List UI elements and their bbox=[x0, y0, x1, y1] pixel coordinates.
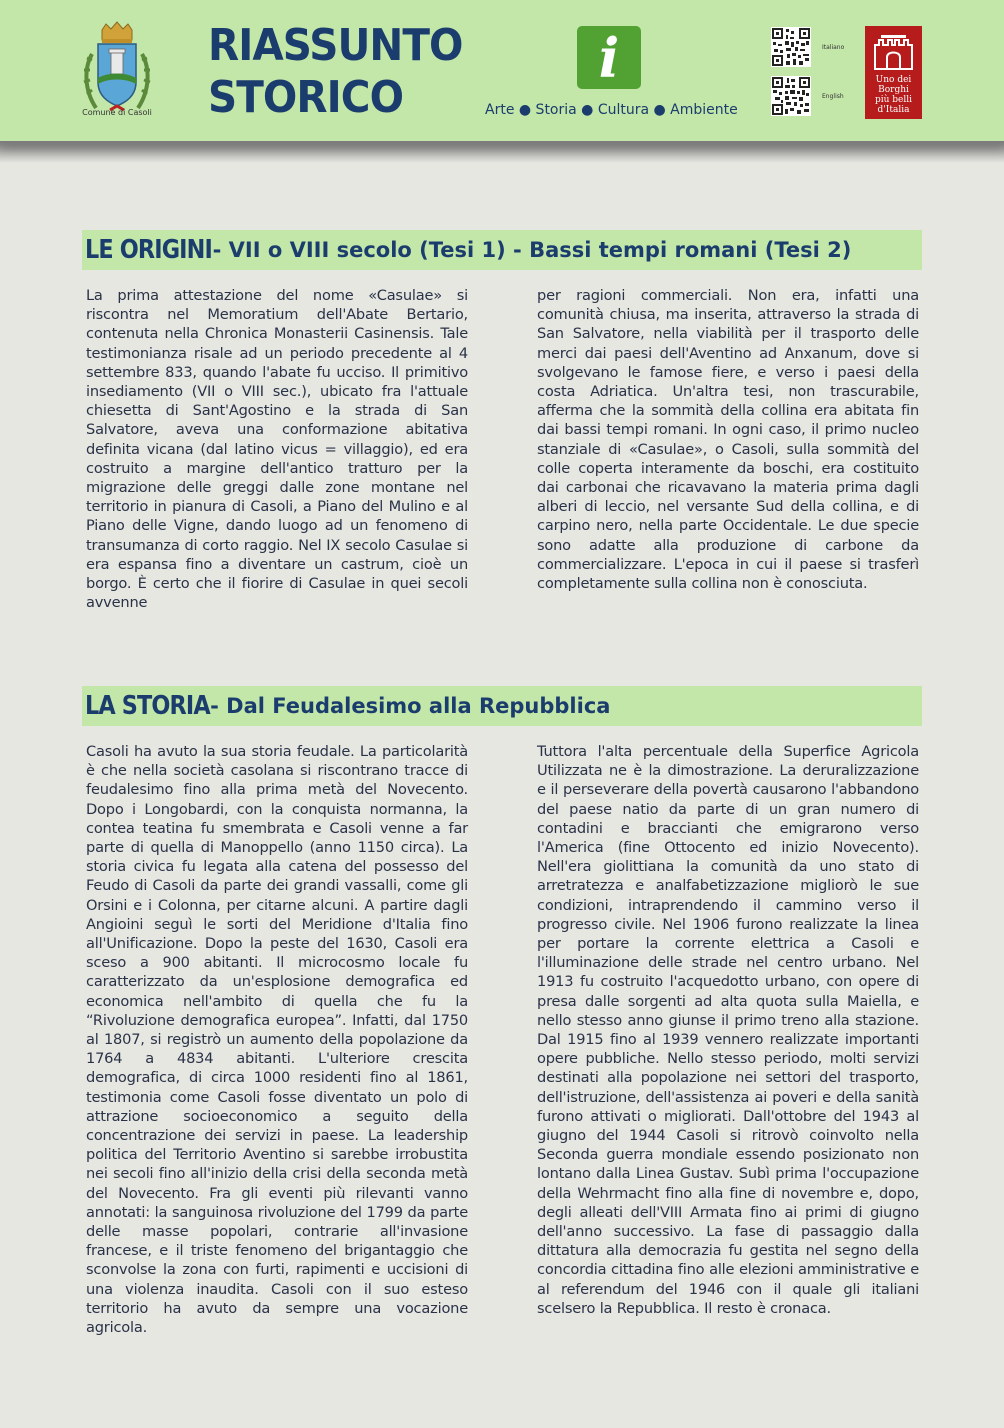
borghi-line: d'Italia bbox=[877, 105, 910, 115]
comune-crest-icon bbox=[80, 20, 154, 120]
qr-code-icon[interactable] bbox=[771, 27, 811, 67]
section-text-col-1: Casoli ha avuto la sua storia feudale. La particolarità è che nella società casolana si riscontrano tracce di feudalesimo fino alla prima metà del Novecento. Dopo i Longobardi, con la conquista normanna, la contea teatina fu smembrata e Casoli venne a far parte di quella di Manoppello (anno 1150 circa). La storia civica fu legata alla catena del possesso del Feudo di Casoli da parte dei grandi vassalli, come gli Orsini e i Colonna, per citarne alcuni. A partire dagli Angioini seguì le sorti del Meridione d'Italia fino all'Unificazione. Dopo la peste del 1630, Casoli era sceso a 900 abitanti. Il microcosmo locale fu caratterizzato da un'esplosione demografica ed economica nell'ambito di quella che fu la “Rivoluzione demografica europea”. Infatti, dal 1750 al 1807, si registrò un aumento della popolazione da 1764 a 4834 abitanti. L'ulteriore crescita demografica, di circa 1000 residenti fino al 1861, testimonia come Casoli fosse diventato un polo di attrazione socioeconomico a seguito della concentrazione dei servizi in paese. La leadership politica del Territorio Aventino si sarebbe irrobustita nei secoli fino all'inizio della crisi della seconda metà del Novecento. Fra gli eventi più rilevanti vanno annotati: la sanguinosa rivoluzione del 1799 da parte delle masse popolari, contrarie all'invasione francese, e il triste fenomeno del brigantaggio che sconvolse la zona con furti, rapimenti e uccisioni di una violenza inaudita. Casoli con il suo esteso territorio ha avuto da sempre una vocazione agricola. bbox=[86, 743, 468, 1337]
section-title: LA STORIA bbox=[85, 691, 210, 721]
section-text-col-2: Tuttora l'alta percentuale della Superfice Agricola Utilizzata ne è la dimostrazione. La deruralizzazione e il perseverare della povertà causarono l'abbandono del paese natio da parte di un gran numero di contadini e braccianti che emigrarono verso l'America (fine Ottocento ed inizio Novecento). Nell'era giolittiana la comunità da uno stato di arretratezza e analfabetizzazione migliorò le sue condizioni, intraprendendo il cammino verso il progresso civile. Nel 1906 furono realizzate la linea per portare la corrente elettrica a Casoli e l'illuminazione delle strade nel centro urbano. Nel 1913 fu costruito l'acquedotto urbano, con opere di presa dalle sorgenti ad alta quota sulla Maiella, e nello stesso anno giunse il primo treno alla stazione. Dal 1915 fino al 1939 vennero realizzate importanti opere pubbliche. Nello stesso periodo, molti servizi destinati alla popolazione nei settori del trasporto, dell'istruzione, dell'assistenza ai poveri e della sanità furono attivati o migliorati. Dall'ottobre del 1943 al giugno del 1944 Casoli si ritrovò coinvolto nella Seconda guerra mondiale essendo posizionato non lontano dalla Linea Gustav. Subì prima l'occupazione della Wehrmacht fino alla fine di novembre e, dopo, degli alleati dell'VIII Armata fino ai primi di giugno dell'anno successivo. La fase di passaggio dalla dittatura alla democrazia fu gestita nel segno della concordia cittadina fino alle elezioni amministrative e al referendum del 1946 con il quale gli italiani scelsero la Repubblica. Il resto è cronaca. bbox=[537, 743, 919, 1317]
comune-label: Comune di Casoli bbox=[82, 108, 152, 117]
page-title bbox=[208, 20, 463, 124]
qr-italian-label: Italiano bbox=[822, 44, 845, 51]
section-text-col-1: La prima attestazione del nome «Casulae» si riscontra nel Memoratium dell'Abate Bertario, contenuta nella Chronica Monasterii Casinensis. Tale testimonianza risale ad un periodo precedente al 4 settembre 833, quando l'abate fu ucciso. Il primitivo insediamento (VII o VIII sec.), ubicato fra l'attuale chiesetta di Sant'Agostino e la strada di San Salvatore, aveva una conformazione abitativa definita vicana (dal latino vicus = villaggio), ed era costruito a margine dell'antico tratturo per la migrazione delle greggi dalle zone montane nel territorio in pianura di Casoli, a Piano del Mulino e al Piano delle Vigne, dando luogo ad un fenomeno di transumanza di corto raggio. Nel IX secolo Casulae si era espansa fino a diventare un castrum, cioè un borgo. È certo che il fiorire di Casulae in quei secoli avvenne bbox=[86, 287, 468, 612]
borghi-line: Borghi bbox=[878, 85, 909, 95]
section-title: LE ORIGINI bbox=[85, 235, 212, 265]
tagline: Arte ● Storia ● Cultura ● Ambiente bbox=[485, 102, 738, 118]
borghi-tower-icon bbox=[873, 31, 914, 71]
info-glyph: i bbox=[598, 25, 620, 90]
section-subtitle: - VII o VIII secolo (Tesi 1) - Bassi tempi romani (Tesi 2) bbox=[212, 238, 852, 262]
header-shadow bbox=[0, 141, 1004, 163]
qr-code-icon[interactable] bbox=[771, 76, 811, 116]
section-heading-storia bbox=[82, 686, 922, 726]
qr-english-label: English bbox=[822, 93, 844, 100]
title-line-2: STORICO bbox=[208, 72, 404, 123]
borghi-line: Uno dei bbox=[875, 75, 912, 85]
borghi-line: più belli bbox=[874, 95, 913, 105]
borghi-badge bbox=[865, 26, 922, 119]
title-line-1: RIASSUNTO bbox=[208, 20, 463, 71]
borghi-text bbox=[865, 75, 922, 115]
section-heading-origini bbox=[82, 230, 922, 270]
info-icon bbox=[577, 26, 641, 89]
section-text-col-2: per ragioni commerciali. Non era, infatti una comunità chiusa, ma inserita, attraverso la strada di San Salvatore, nella viabilità per il trasporto delle merci dai paesi dell'Aventino ad Anxanum, dove si svolgevano le famose fiere, e verso i paesi della costa Adriatica. Un'altra tesi, non trascurabile, afferma che la sommità della collina era abitata fin dai bassi tempi romani. In ogni caso, il primo nucleo stanziale di «Casulae», o Casoli, sulla sommità del colle coperta interamente da boschi, era costituito dai carbonai che ricavavano la materia prima dagli alberi di leccio, nel versante Sud della collina, e di carpino nero, nella parte Occidentale. Le due specie sono adatte alla produzione di carbone da commercializzare. L'epoca in cui il paese si trasferì completamente sulla collina non è conosciuta. bbox=[537, 287, 919, 593]
section-subtitle: - Dal Feudalesimo alla Repubblica bbox=[210, 694, 611, 718]
